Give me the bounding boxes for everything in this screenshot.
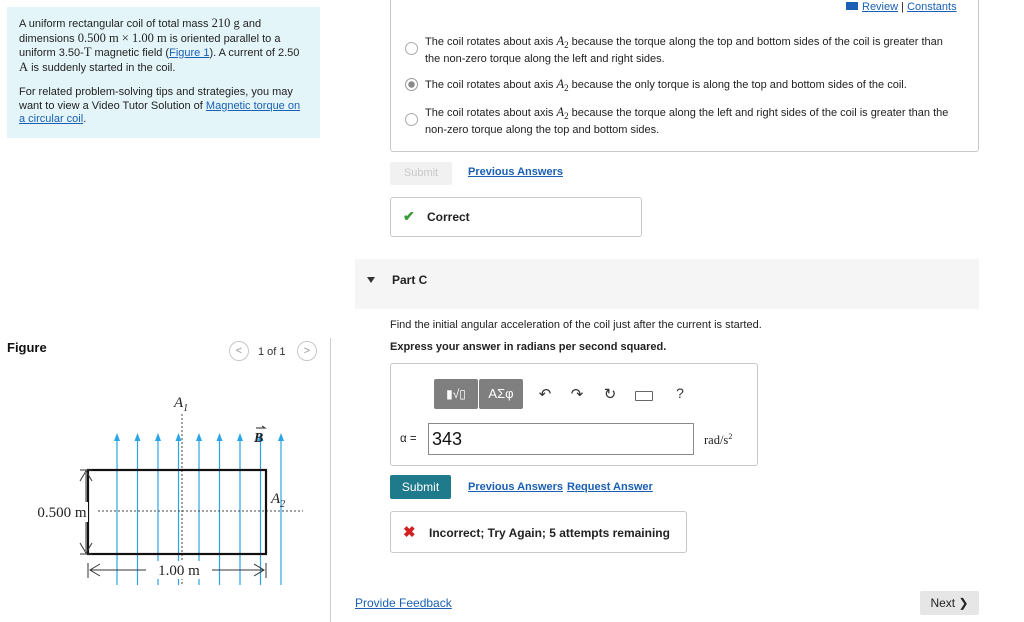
header-links: Review | Constants: [846, 1, 957, 13]
video-tutor-link[interactable]: Magnetic torque on a circular coil: [19, 99, 301, 125]
field-arrowhead: [135, 433, 141, 441]
part-c-instruction: Express your answer in radians per second squared.: [390, 341, 667, 353]
next-button[interactable]: Next ❯: [920, 591, 979, 615]
field-arrowhead: [155, 433, 161, 441]
review-link[interactable]: Review: [862, 1, 899, 13]
option-2-radio[interactable]: [405, 78, 418, 91]
axis-a1-label: $A_1$: [174, 395, 189, 414]
request-answer-link[interactable]: Request Answer: [567, 481, 653, 493]
option-1-radio[interactable]: [405, 42, 418, 55]
reset-icon[interactable]: ↻: [603, 386, 617, 403]
height-label: 0.500 m: [37, 505, 87, 521]
keyboard-icon[interactable]: [635, 391, 653, 401]
symbols-button[interactable]: ΑΣφ: [479, 379, 523, 409]
figure-link[interactable]: Figure 1: [169, 47, 210, 59]
figure-prev-button[interactable]: <: [229, 341, 249, 361]
figure-next-button[interactable]: >: [297, 341, 317, 361]
field-label: B: [254, 431, 264, 446]
collapse-caret-icon[interactable]: [367, 277, 375, 283]
figure-title: Figure: [7, 340, 47, 355]
figure-counter: 1 of 1: [258, 346, 286, 358]
option-1-text: The coil rotates about axis $A_2$ because the torque along the top and bottom sides of the coil is greater than the non-zero torque along the left and right sides.: [425, 34, 943, 65]
field-arrowhead: [176, 433, 182, 441]
option-3-text: The coil rotates about axis $A_2$ because the torque along the left and right sides of the coil is greater than the non-zero torque along the top and bottom sides.: [425, 105, 949, 136]
column-divider: [330, 338, 331, 622]
constants-link[interactable]: Constants: [907, 1, 957, 13]
part-b-feedback: [390, 197, 642, 237]
check-icon: ✔: [403, 208, 415, 224]
mass-value: 210 g: [211, 16, 240, 30]
dimensions-value: 0.500 m × 1.00 m: [77, 30, 167, 45]
field-arrowhead: [114, 433, 120, 441]
part-c-submit-button[interactable]: Submit: [390, 475, 451, 499]
part-c-previous-answers-link[interactable]: Previous Answers: [468, 481, 563, 493]
width-label: 1.00 m: [158, 563, 200, 579]
figure-header: [7, 338, 320, 364]
tutor-paragraph: For related problem-solving tips and strategies, you may want to view a Video Tutor Solution of Magnetic torque on a circular coil.: [19, 86, 301, 125]
part-b-previous-answers-link[interactable]: Previous Answers: [468, 166, 563, 178]
option-2-text: The coil rotates about axis $A_2$ because the only torque is along the top and bottom sides of the coil.: [425, 77, 907, 94]
option-3-radio[interactable]: [405, 113, 418, 126]
part-c-label: Part C: [392, 273, 428, 287]
part-c-feedback: [390, 511, 687, 553]
field-arrowhead: [196, 433, 202, 441]
units-label: rad/$s^2$: [704, 432, 733, 448]
field-arrowhead: [278, 433, 284, 441]
answer-input[interactable]: [428, 423, 694, 455]
part-b-submit-button[interactable]: Submit: [390, 162, 452, 185]
field-arrowhead: [237, 433, 243, 441]
field-arrowhead: [217, 433, 223, 441]
undo-icon[interactable]: ↶: [538, 386, 552, 403]
coil-rectangle: [88, 470, 266, 554]
problem-statement: [7, 7, 320, 138]
problem-paragraph: A uniform rectangular coil of total mass 210 g and dimensions 0.500 m × 1.00 m is oriented parallel to a uniform 3.50-T magnetic field (Figure 1). A current of 2.50 A is suddenly started in the coil.: [19, 16, 300, 74]
redo-icon[interactable]: ↷: [570, 386, 584, 403]
provide-feedback-link[interactable]: Provide Feedback: [355, 596, 452, 610]
coil-figure: [18, 380, 308, 585]
correct-message: Correct: [427, 210, 470, 224]
part-c-header[interactable]: [355, 259, 979, 309]
templates-button[interactable]: ▮√▯: [434, 379, 478, 409]
answer-panel: [390, 363, 758, 466]
variable-label: α =: [400, 433, 417, 445]
x-icon: ✖: [403, 524, 416, 541]
part-b-options: [390, 0, 979, 152]
help-icon[interactable]: ?: [676, 385, 684, 401]
incorrect-message: Incorrect; Try Again; 5 attempts remaining: [429, 526, 670, 540]
part-c-question: Find the initial angular acceleration of the coil just after the current is started.: [390, 319, 762, 331]
axis-a2-label: $A_2$: [271, 491, 286, 510]
